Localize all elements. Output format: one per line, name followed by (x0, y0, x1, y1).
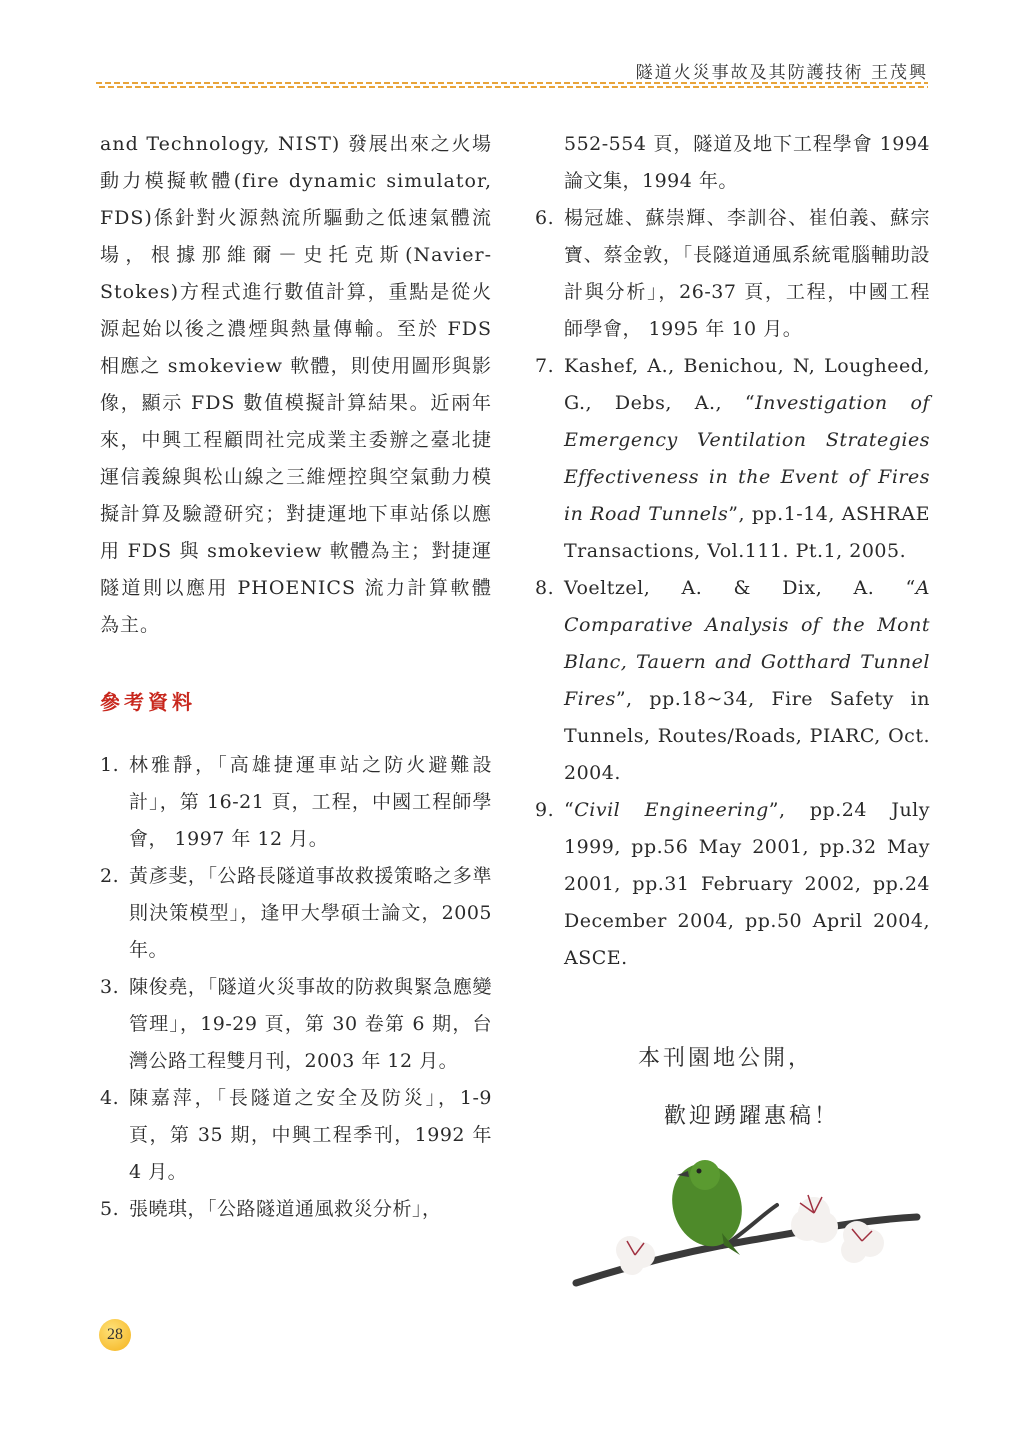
reference-item (100, 1191, 492, 1228)
reference-number: 1. (100, 754, 120, 776)
reference-text: Voeltzel, A. & Dix, A. “ (564, 577, 916, 599)
reference-number: 4. (100, 1087, 120, 1109)
reference-title: Civil Engineering (574, 799, 769, 821)
reference-text-tail: ”, pp.18~34, Fire Safety in Tunnels, Routes/Roads, PIARC, Oct. 2004. (564, 688, 930, 784)
body-paragraph: and Technology, NIST) 發展出來之火場動力模擬軟體(fire dynamic simulator, FDS)係針對火源熱流所驅動之低速氣體流場，根據那維爾－史托克斯(Navier-Stokes)方程式進行數值計算，重點是從火源起始以後之濃煙與熱量傳輸。至於 FDS 相應之 smokeview 軟體，則使用圖形與影像，顯示 FDS 數值模擬計算結果。近兩年來，中興工程顧問社完成業主委辦之臺北捷運信義線與松山線之三維煙控與空氣動力模擬計算及驗證研究；對捷運地下車站係以應用 FDS 與 smokeview 軟體為主；對捷運隧道則以應用 PHOENICS 流力計算軟體為主。 (100, 133, 492, 636)
reference-title: A Comparative Analysis of the Mont Blanc, Tauern and Gotthard Tunnel Fires (564, 577, 930, 710)
reference-number: 2. (100, 865, 120, 887)
reference-item (100, 858, 492, 969)
reference-text: 陳嘉萍，「長隧道之安全及防災」，1-9 頁，第 35 期，中興工程季刊，1992 年 4 月。 (129, 1087, 492, 1183)
reference-text: 楊冠雄、蘇崇輝、李訓谷、崔伯義、蘇宗寶、蔡金敦，「長隧道通風系統電腦輔助設計與分析」，26-37 頁，工程，中國工程師學會， 1995 年 10 月。 (564, 207, 930, 340)
reference-text: 林雅靜，「高雄捷運車站之防火避難設計」，第 16-21 頁，工程，中國工程師學會， 1997 年 12 月。 (129, 754, 492, 850)
reference-item (535, 570, 930, 792)
page-number: 28 (107, 1326, 123, 1343)
reference-text: 黃彥斐，「公路長隧道事故救援策略之多準則決策模型」，逢甲大學碩士論文，2005 年。 (129, 865, 492, 961)
reference-number: 3. (100, 976, 120, 998)
reference-text: 張曉琪，「公路隧道通風救災分析」， (129, 1198, 442, 1220)
references-heading: 參考資料 (100, 690, 196, 714)
reference-text-tail: ”, pp.1-14, ASHRAE Transactions, Vol.111. Pt.1, 2005. (564, 503, 930, 562)
reference-number: 5. (100, 1198, 120, 1220)
reference-text-tail: ”, pp.24 July 1999, pp.56 May 2001, pp.32 May 2001, pp.31 February 2002, pp.24 December 2004, pp.50 April 2004, ASCE. (564, 799, 930, 969)
call-for-papers-line-1: 本刊園地公開， (638, 1046, 814, 1071)
reference-text: 陳俊堯，「隧道火災事故的防救與緊急應變管理」，19-29 頁，第 30 卷第 6 期，台灣公路工程雙月刊，2003 年 12 月。 (129, 976, 492, 1072)
reference-title: Investigation of Emergency Ventilation Strategies Effectiveness in the Event of Fires in Road Tunnels (564, 392, 930, 525)
reference-list-right (535, 126, 930, 977)
running-header-title: 隧道火災事故及其防護技術 王茂興 (635, 63, 928, 83)
call-for-papers (600, 1030, 900, 1146)
bird-on-branch-illustration (572, 1155, 922, 1290)
reference-item (535, 792, 930, 977)
reference-text: Kashef, A., Benichou, N, Lougheed, G., Debs, A., “ (564, 355, 930, 414)
reference-item (100, 1080, 492, 1191)
reference-number: 7. (535, 355, 555, 377)
reference-item (100, 747, 492, 858)
reference-number: 8. (535, 577, 555, 599)
reference-text: 552-554 頁，隧道及地下工程學會 1994 論文集，1994 年。 (564, 133, 930, 192)
reference-item (535, 200, 930, 348)
dashed-header-rule (96, 80, 928, 90)
reference-continuation (535, 126, 930, 200)
left-column (100, 126, 492, 1228)
reference-number: 9. (535, 799, 555, 821)
call-for-papers-line-2: 歡迎踴躍惠稿！ (664, 1104, 840, 1129)
reference-number: 6. (535, 207, 555, 229)
reference-item (535, 348, 930, 570)
page-number-badge (99, 1319, 131, 1351)
reference-item (100, 969, 492, 1080)
reference-list-left (100, 747, 492, 1228)
right-column (535, 126, 930, 977)
reference-text: “ (564, 799, 575, 821)
